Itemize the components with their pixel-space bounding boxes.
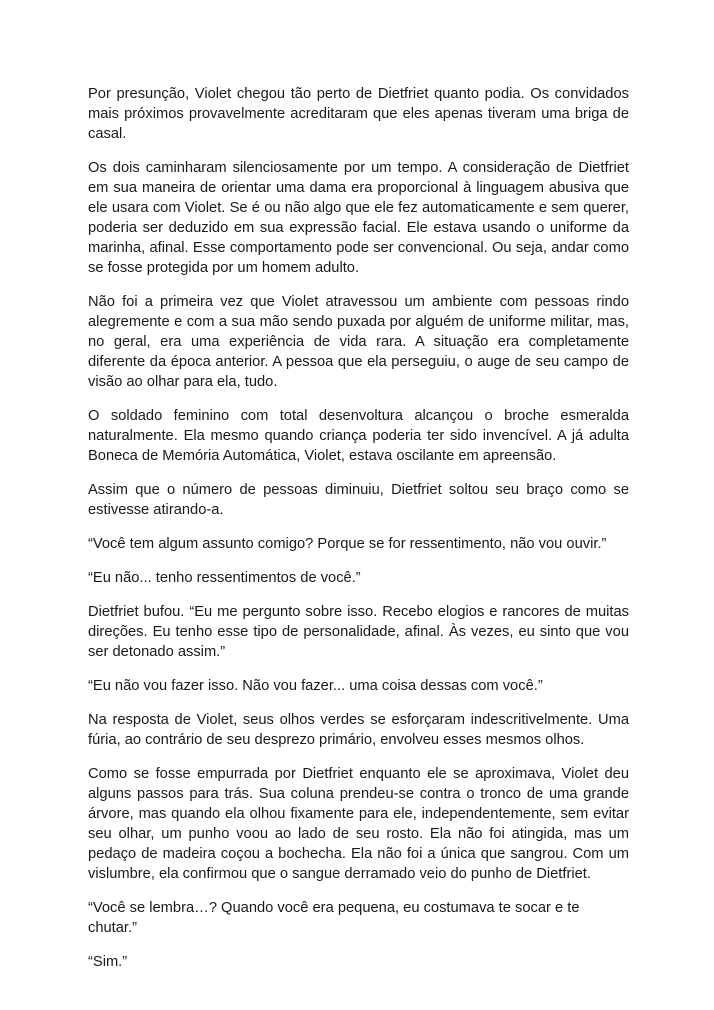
paragraph: Dietfriet bufou. “Eu me pergunto sobre isso. Recebo elogios e rancores de muitas direções. Eu tenho esse tipo de personalidade, afinal. Às vezes, eu sinto que vou ser detonado assim.” xyxy=(88,604,629,660)
paragraph: Não foi a primeira vez que Violet atravessou um ambiente com pessoas rindo alegremente e com a sua mão sendo puxada por alguém de uniforme militar, mas, no geral, era uma experiência de vida rara. A situação era completamente diferente da época anterior. A pessoa que ela perseguiu, o auge de seu campo de visão ao olhar para ela, tudo. xyxy=(88,294,629,390)
paragraph: Os dois caminharam silenciosamente por um tempo. A consideração de Dietfriet em sua maneira de orientar uma dama era proporcional à linguagem abusiva que ele usara com Violet. Se é ou não algo que ele fez automaticamente e sem querer, poderia ser deduzido em sua expressão facial. Ele estava usando o uniforme da marinha, afinal. Esse comportamento pode ser convencional. Ou seja, andar como se fosse protegida por um homem adulto. xyxy=(88,160,629,276)
paragraph: O soldado feminino com total desenvoltura alcançou o broche esmeralda naturalmente. Ela mesmo quando criança poderia ter sido invencível. A já adulta Boneca de Memória Automática, Violet, estava oscilante em apreensão. xyxy=(88,408,629,464)
paragraph: Como se fosse empurrada por Dietfriet enquanto ele se aproximava, Violet deu alguns passos para trás. Sua coluna prendeu-se contra o tronco de uma grande árvore, mas quando ela olhou fixamente para ele, independentemente, sem evitar seu olhar, um punho voou ao lado de seu rosto. Ela não foi atingida, mas um pedaço de madeira coçou a bochecha. Ela não foi a única que sangrou. Com um vislumbre, ela confirmou que o sangue derramado veio do punho de Dietfriet. xyxy=(88,766,629,882)
paragraph: Assim que o número de pessoas diminuiu, Dietfriet soltou seu braço como se estivesse atirando-a. xyxy=(88,482,629,518)
dialogue-line: “Você tem algum assunto comigo? Porque se for ressentimento, não vou ouvir.” xyxy=(88,536,607,552)
paragraph: Por presunção, Violet chegou tão perto de Dietfriet quanto podia. Os convidados mais próximos provavelmente acreditaram que eles apenas tiveram uma briga de casal. xyxy=(88,86,629,142)
dialogue-line: “Eu não vou fazer isso. Não vou fazer... uma coisa dessas com você.” xyxy=(88,678,543,694)
dialogue-line: “Sim.” xyxy=(88,954,128,970)
dialogue-line: “Você se lembra…? Quando você era pequena, eu costumava te socar e te chutar.” xyxy=(88,900,580,936)
dialogue-line: “Eu não... tenho ressentimentos de você.” xyxy=(88,570,361,586)
document-page xyxy=(88,84,629,986)
paragraph: Na resposta de Violet, seus olhos verdes se esforçaram indescritivelmente. Uma fúria, ao contrário de seu desprezo primário, envolveu esses mesmos olhos. xyxy=(88,712,629,748)
